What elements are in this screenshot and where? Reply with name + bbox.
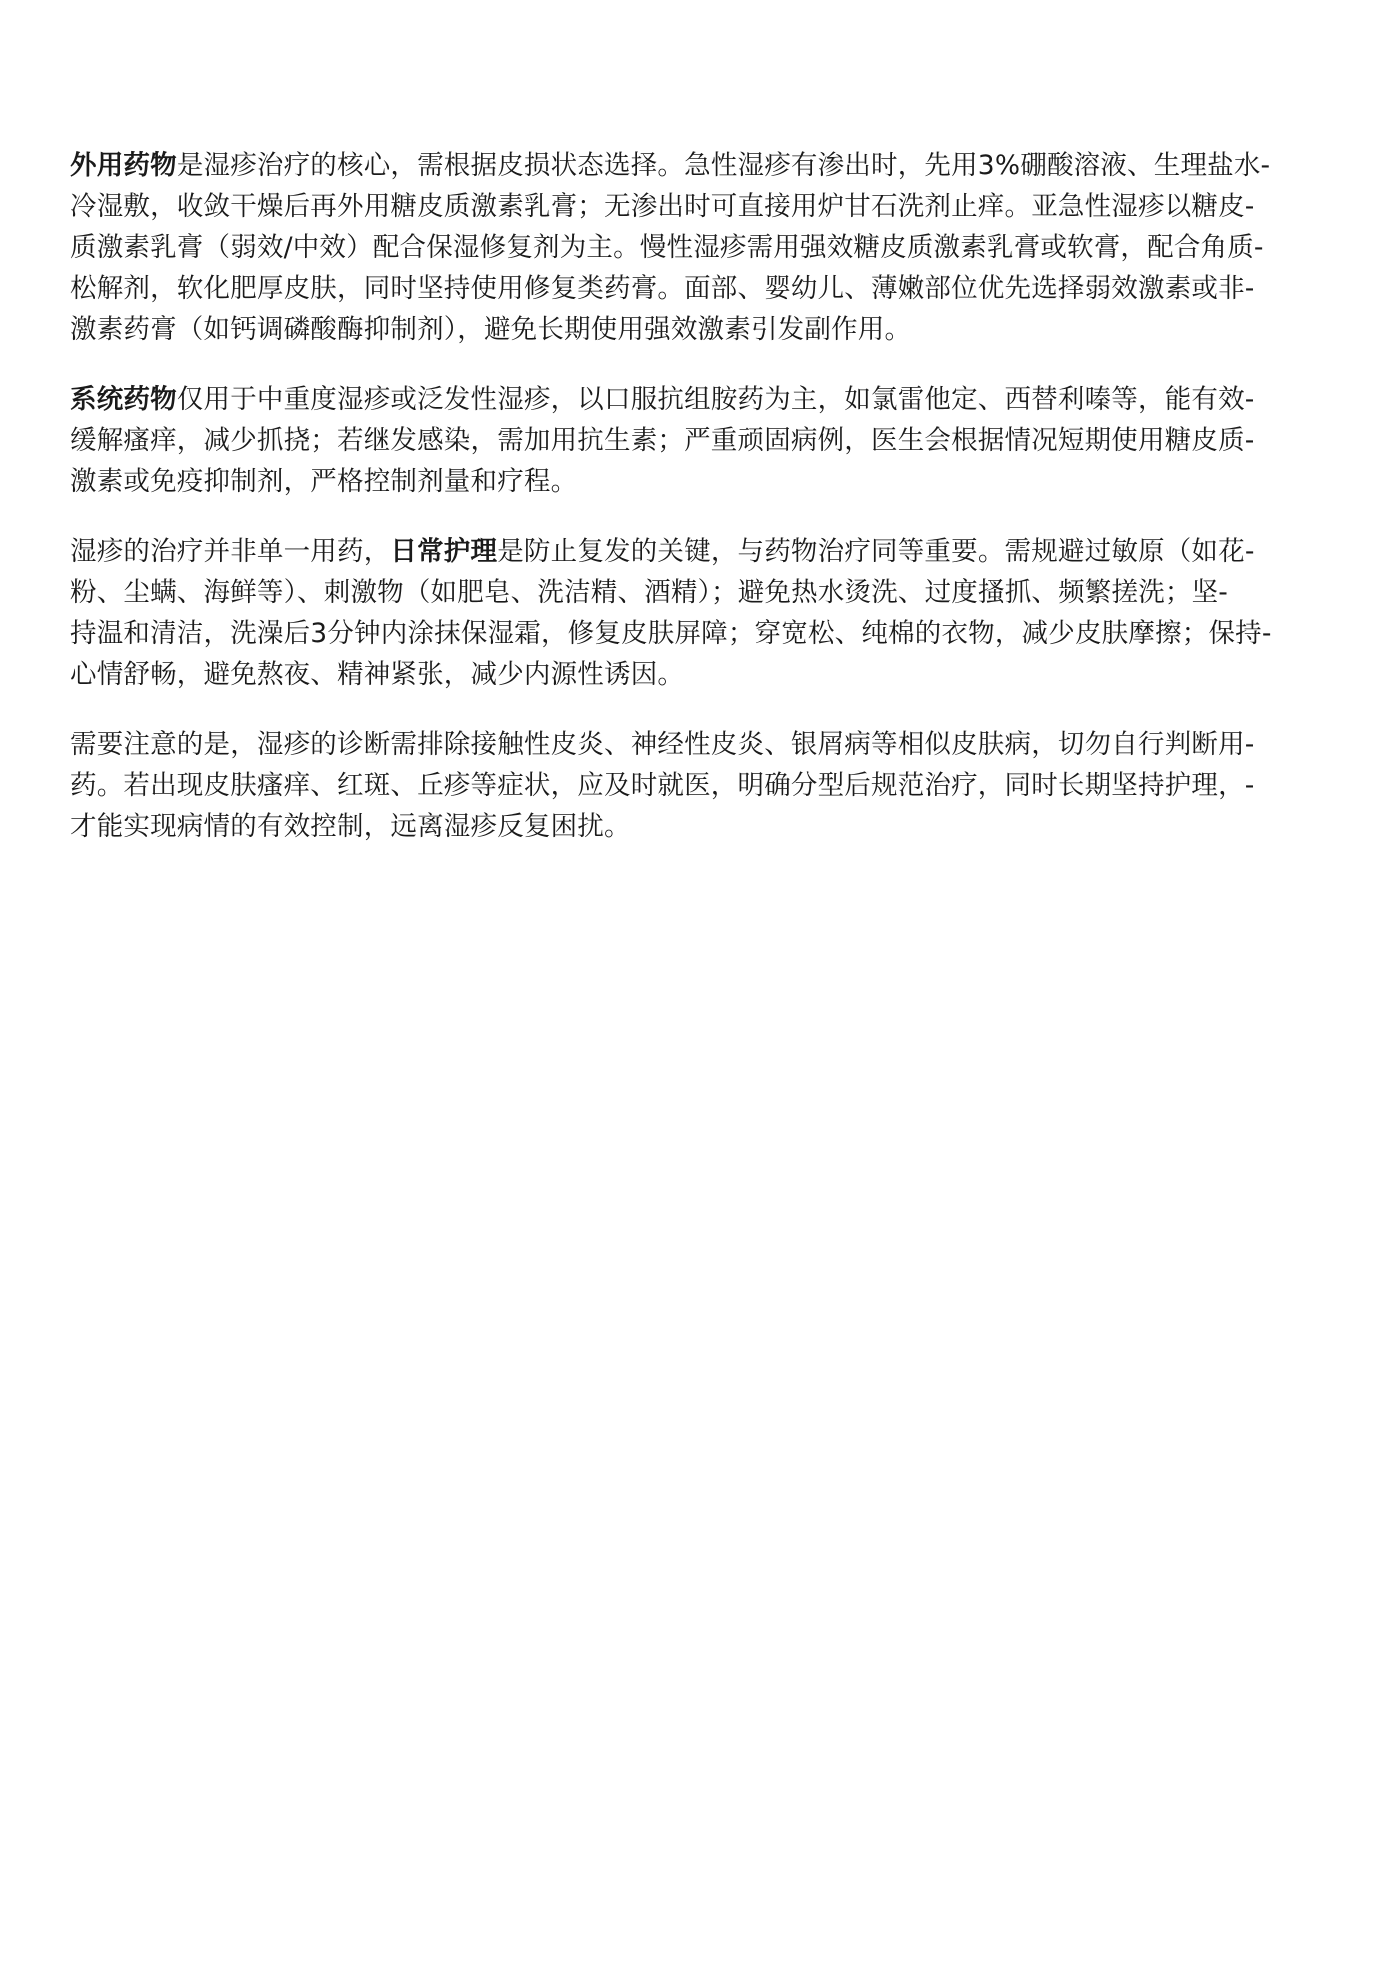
text-segment: 冷湿敷，收敛干燥后再外用糖皮质激素乳膏；无渗出时可直接用炉甘石洗剂止痒。亚急性湿疹以糖皮- bbox=[70, 191, 1255, 222]
text-line bbox=[70, 613, 1330, 654]
text-line bbox=[70, 145, 1330, 186]
text-line bbox=[70, 724, 1330, 765]
paragraph-3 bbox=[70, 531, 1330, 695]
text-segment: 粉、尘螨、海鲜等）、刺激物（如肥皂、洗洁精、酒精）；避免热水烫洗、过度搔抓、频繁搓洗；坚- bbox=[70, 577, 1229, 608]
text-segment: 是湿疹治疗的核心，需根据皮损状态选择。急性湿疹有渗出时，先用3%硼酸溶液、生理盐水- bbox=[176, 150, 1271, 181]
text-segment: 药。若出现皮肤瘙痒、红斑、丘疹等症状，应及时就医，明确分型后规范治疗，同时长期坚持护理，- bbox=[70, 770, 1255, 801]
text-segment: 心情舒畅，避免熬夜、精神紧张，减少内源性诱因。 bbox=[70, 659, 685, 690]
text-line bbox=[70, 531, 1330, 572]
paragraph-1 bbox=[70, 145, 1330, 350]
text-segment: 缓解瘙痒，减少抓挠；若继发感染，需加用抗生素；严重顽固病例，医生会根据情况短期使用糖皮质- bbox=[70, 425, 1255, 456]
text-line bbox=[70, 186, 1330, 227]
text-line bbox=[70, 765, 1330, 806]
text-segment: 需要注意的是，湿疹的诊断需排除接触性皮炎、神经性皮炎、银屑病等相似皮肤病，切勿自行判断用- bbox=[70, 729, 1255, 760]
bold-term: 日常护理 bbox=[390, 536, 498, 567]
bold-term: 外用药物 bbox=[70, 150, 177, 181]
text-segment: 是防止复发的关键，与药物治疗同等重要。需规避过敏原（如花- bbox=[497, 536, 1255, 567]
text-line bbox=[70, 654, 1330, 695]
text-line bbox=[70, 461, 1330, 502]
text-line bbox=[70, 227, 1330, 268]
text-line bbox=[70, 309, 1330, 350]
bold-term: 系统药物 bbox=[70, 384, 177, 415]
text-segment: 湿疹的治疗并非单一用药， bbox=[70, 536, 391, 567]
text-segment: 激素或免疫抑制剂，严格控制剂量和疗程。 bbox=[70, 466, 578, 497]
text-line bbox=[70, 379, 1330, 420]
paragraph-4 bbox=[70, 724, 1330, 847]
text-segment: 松解剂，软化肥厚皮肤，同时坚持使用修复类药膏。面部、婴幼儿、薄嫩部位优先选择弱效激素或非- bbox=[70, 273, 1255, 304]
text-line bbox=[70, 806, 1330, 847]
text-line bbox=[70, 572, 1330, 613]
paragraph-2 bbox=[70, 379, 1330, 502]
text-segment: 才能实现病情的有效控制，远离湿疹反复困扰。 bbox=[70, 811, 631, 842]
text-segment: 质激素乳膏（弱效/中效）配合保湿修复剂为主。慢性湿疹需用强效糖皮质激素乳膏或软膏，配合角质- bbox=[70, 232, 1264, 263]
text-line bbox=[70, 268, 1330, 309]
text-segment: 仅用于中重度湿疹或泛发性湿疹，以口服抗组胺药为主，如氯雷他定、西替利嗪等，能有效- bbox=[176, 384, 1255, 415]
document-body bbox=[70, 145, 1330, 876]
text-segment: 激素药膏（如钙调磷酸酶抑制剂），避免长期使用强效激素引发副作用。 bbox=[70, 314, 912, 345]
text-line bbox=[70, 420, 1330, 461]
text-segment: 持温和清洁，洗澡后3分钟内涂抹保湿霜，修复皮肤屏障；穿宽松、纯棉的衣物，减少皮肤摩擦；保持- bbox=[70, 618, 1272, 649]
